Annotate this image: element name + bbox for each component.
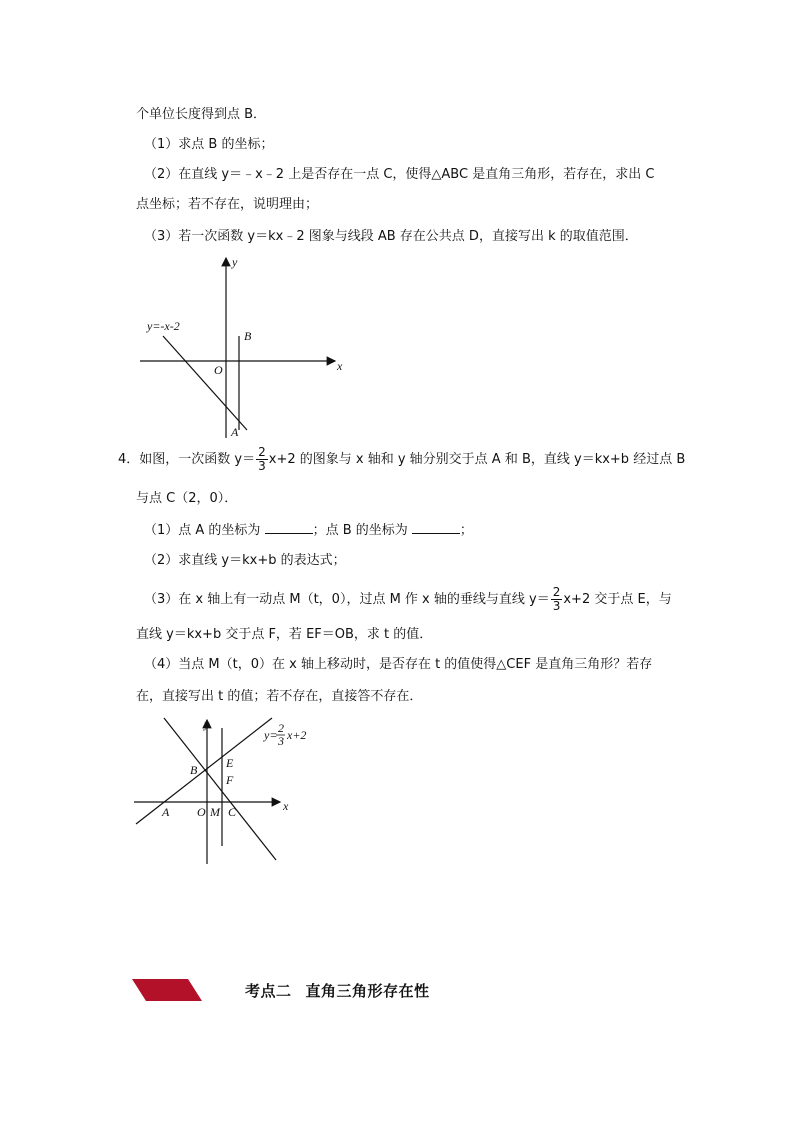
answer-blank-b[interactable]	[412, 521, 460, 534]
p4-label-x: x	[283, 799, 289, 813]
p3-figure	[130, 250, 360, 440]
p4-q3b: 直线 y＝kx+b 交于点 F，若 EF＝OB，求 t 的值．	[136, 627, 433, 642]
p3-q2b: 点坐标；若不存在，说明理由；	[136, 197, 319, 212]
p4-eq-post: x+2	[287, 728, 307, 742]
p3-q3: （3）若一次函数 y＝kx﹣2 图象与线段 AB 存在公共点 D，直接写出 k 的取值范围．	[144, 229, 638, 244]
p3-line0: 个单位长度得到点 B．	[136, 107, 267, 122]
p4-label-B: B	[190, 763, 198, 777]
p4-figure	[130, 712, 390, 872]
p3-label-line: y=-x-2	[147, 319, 180, 333]
p3-label-x: x	[337, 359, 343, 373]
p4-q4a: （4）当点 M（t，0）在 x 轴上移动时，是否存在 t 的值使得△CEF 是直角三角形？若存	[144, 657, 653, 672]
p3-label-B: B	[244, 329, 252, 343]
p3-label-A: A	[231, 425, 239, 439]
p4-label-y: y	[204, 717, 210, 731]
p4-q1: （1）点 A 的坐标为 ；点 B 的坐标为 ；	[144, 523, 473, 538]
p3-label-y: y	[232, 255, 238, 269]
p4-label-A: A	[162, 805, 170, 819]
p4-label-C: C	[228, 805, 237, 819]
section-title: 考点二 直角三角形存在性	[245, 982, 430, 1000]
p4-eq-den: 3	[278, 734, 284, 748]
p4-eq-pre: y=	[264, 728, 278, 742]
p4-intro-b: 与点 C（2，0）．	[136, 491, 238, 506]
p4-q4b: 在，直接写出 t 的值；若不存在，直接答不存在．	[136, 689, 423, 704]
p3-q1: （1）求点 B 的坐标；	[144, 137, 274, 152]
p3-line-neg	[163, 336, 247, 430]
p4-label-E: E	[226, 756, 234, 770]
p4-eq-num: 2	[278, 721, 284, 735]
answer-blank-a[interactable]	[265, 521, 313, 534]
p4-label-M: M	[210, 805, 220, 819]
p4-q3-fraction: $\frac{2}{3}$	[552, 585, 561, 613]
p3-q2a: （2）在直线 y＝﹣x﹣2 上是否存在一点 C，使得△ABC 是直角三角形，若存在，求出 C	[144, 167, 655, 182]
section-banner	[132, 979, 202, 1001]
p4-fraction: $\frac{2}{3}$	[258, 445, 266, 473]
p4-intro-a: 4．如图，一次函数 y＝ $\frac{2}{3}$ x+2 的图象与 x 轴和 y 轴分别交于点 A 和 B，直线 y＝kx+b 经过点 B	[118, 445, 686, 473]
p4-label-F: F	[226, 773, 234, 787]
section-banner-shape	[132, 979, 202, 1001]
p3-label-O: O	[214, 363, 223, 377]
p4-q3a: （3）在 x 轴上有一动点 M（t，0），过点 M 作 x 轴的垂线与直线 y＝ $\frac{2}{3}$ x+2 交于点 E，与	[144, 585, 672, 613]
p4-q2: （2）求直线 y＝kx+b 的表达式；	[144, 553, 346, 568]
p4-label-O: O	[197, 805, 206, 819]
